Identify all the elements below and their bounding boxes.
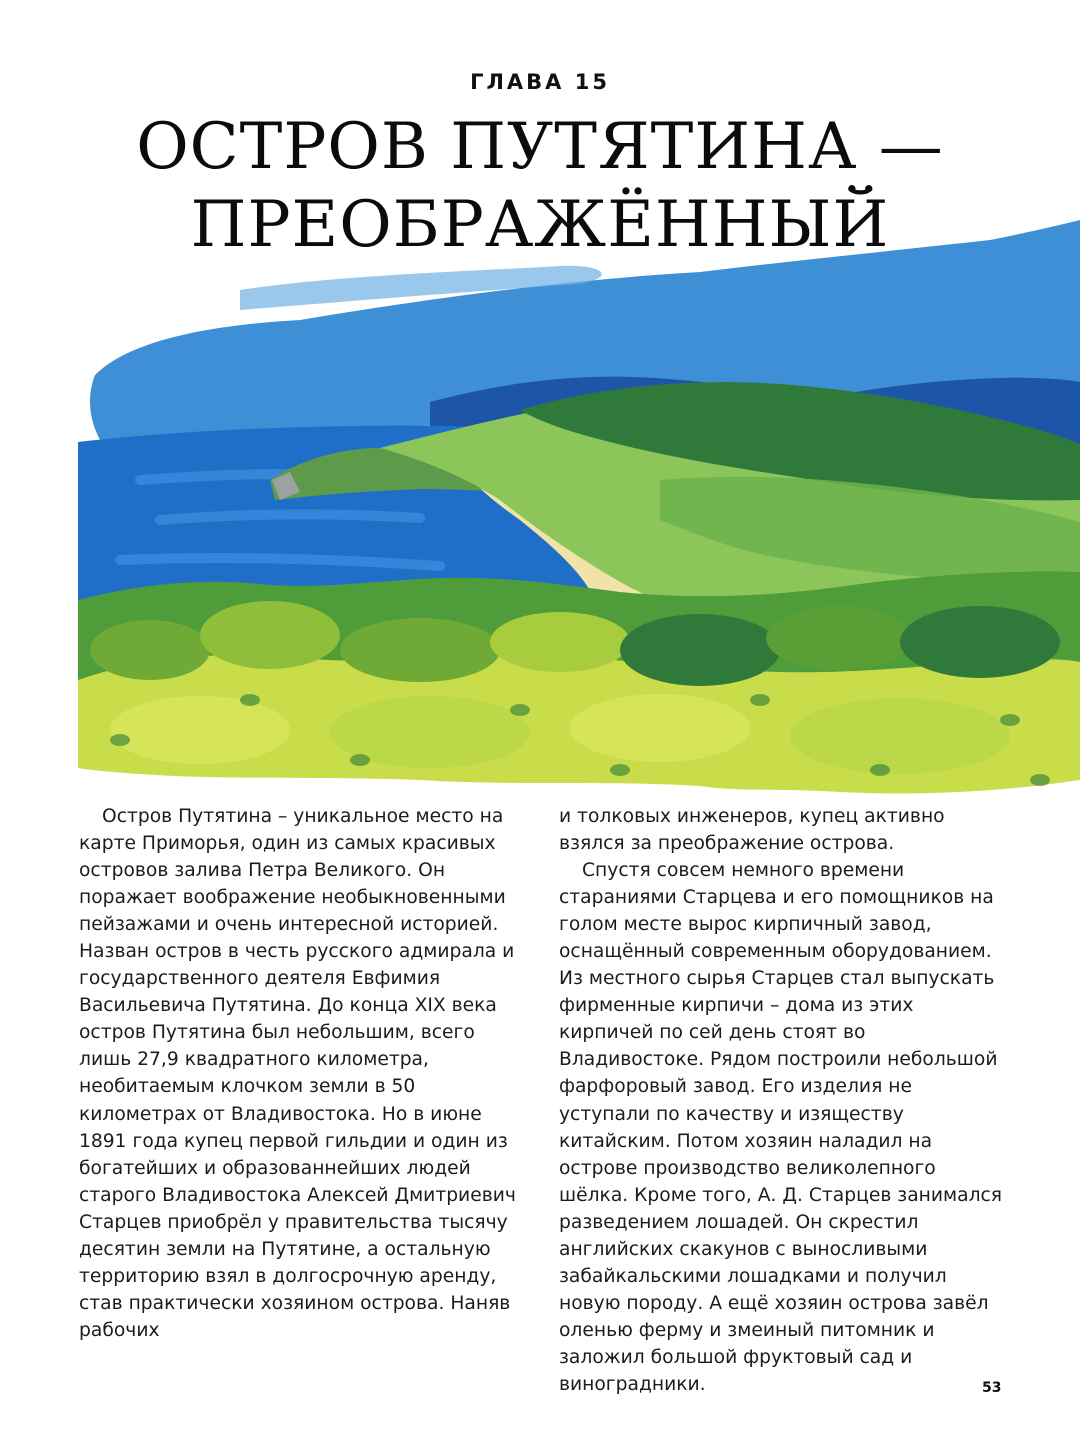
chapter-title-line-1: ОСТРОВ ПУТЯТИНА — <box>136 110 944 184</box>
page-number: 53 <box>982 1380 1002 1396</box>
paragraph-1-continued: и толковых инженеров, купец активно взялся за преображение острова. <box>559 806 945 855</box>
chapter-label: ГЛАВА 15 <box>470 70 610 94</box>
left-text-column <box>79 803 521 1344</box>
chapter-title-line-2: ПРЕОБРАЖЁННЫЙ <box>190 188 890 262</box>
paragraph-2: Спустя совсем немного времени стараниями Старцева и его помощников на голом месте вырос кирпичный завод, оснащённый современным оборудованием. Из местного сырья Старцев стал выпускать фирменные кирпичи – дома из этих кирпичей по сей день стоят во Владивостоке. Рядом построили небольшой фарфоровый завод. Его изделия не уступали по качеству и изяществу китайским. Потом хозяин наладил на острове производство великолепного шёлка. Кроме того, А. Д. Старцев занимался разведением лошадей. Он скрестил английских скакунов с выносливыми забайкальскими лошадками и получил новую породу. А ещё хозяин острова завёл оленью ферму и змеиный питомник и заложил большой фруктовый сад и виноградники. <box>559 860 1003 1395</box>
paragraph-1: Остров Путятина – уникальное место на карте Приморья, один из самых красивых островов залива Петра Великого. Он поражает воображение необыкновенными пейзажами и очень интересной историей. Назван остров в честь русского адмирала и государственного деятеля Евфимия Васильевича Путятина. До конца XIX века остров Путятина был небольшим, всего лишь 27,9 квадратного километра, необитаемым клочком земли в 50 километрах от Владивостока. Но в июне 1891 года купец первой гильдии и один из богатейших и образованнейших людей старого Владивостока Алексей Дмитриевич Старцев приобрёл у правительства тысячу десятин земли на Путятине, а остальную территорию взял в долгосрочную аренду, став практически хозяином острова. Наняв рабочих <box>79 806 516 1341</box>
landscape-illustration <box>0 180 1080 820</box>
right-text-column <box>559 803 1004 1398</box>
